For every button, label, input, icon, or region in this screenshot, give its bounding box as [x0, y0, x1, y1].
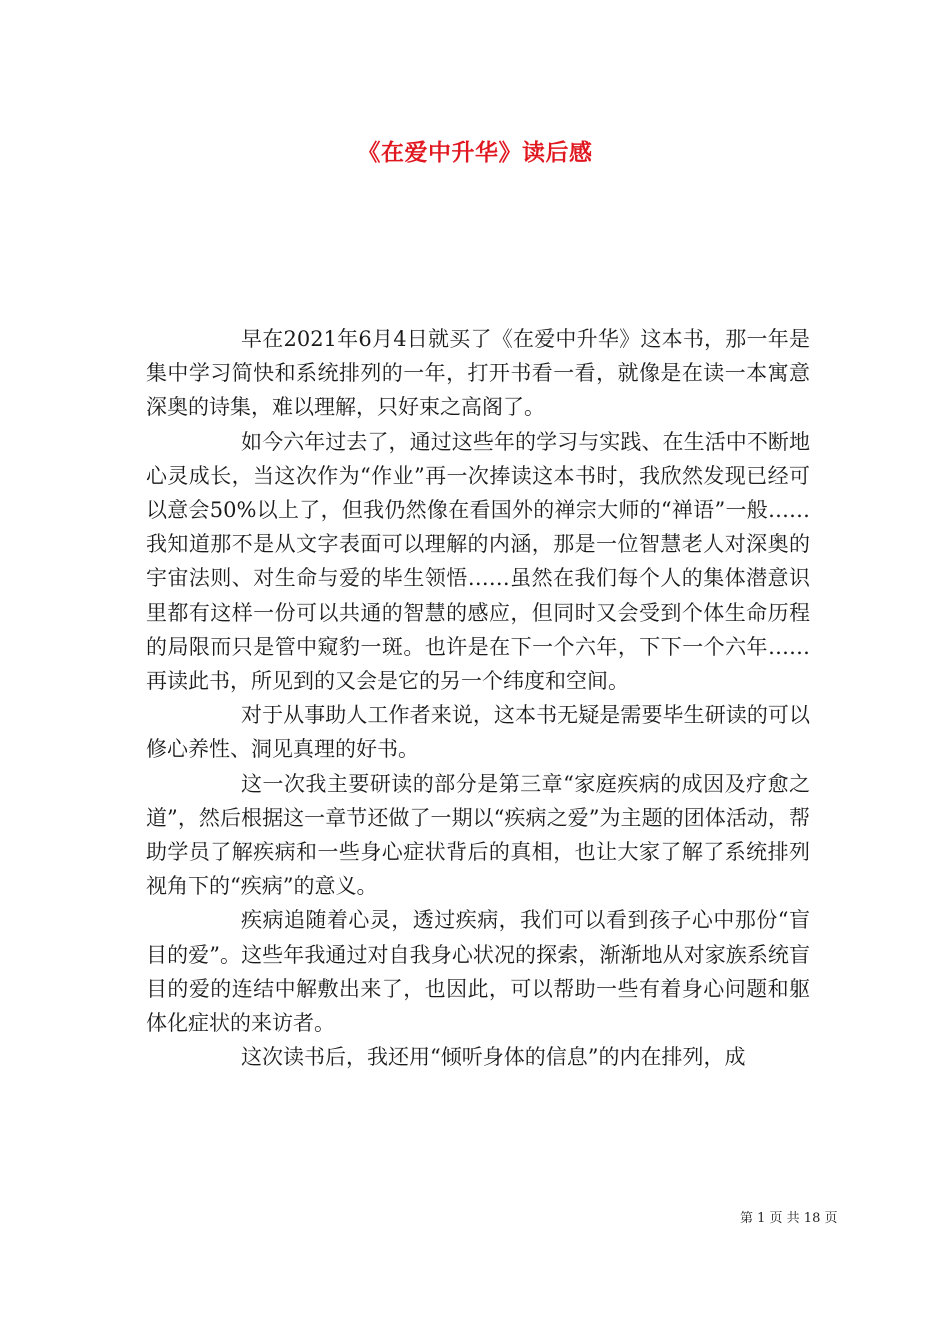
document-body [146, 322, 810, 1074]
document-title: 《在爱中升华》读后感 [357, 140, 593, 166]
paragraph: 早在2021年6月4日就买了《在爱中升华》这本书，那一年是集中学习简快和系统排列的一年，打开书看一看，就像是在读一本寓意深奥的诗集，难以理解，只好束之高阁了。 [146, 327, 810, 420]
paragraph: 这次读书后，我还用“倾听身体的信息”的内在排列，成 [241, 1045, 746, 1070]
paragraph: 如今六年过去了，通过这些年的学习与实践、在生活中不断地心灵成长，当这次作为“作业”再一次捧读这本书时，我欣然发现已经可以意会50%以上了，但我仍然像在看国外的禅宗大师的“禅语”一般……我知道那不是从文字表面可以理解的内涵，那是一位智慧老人对深奥的宇宙法则、对生命与爱的毕生领悟……虽然在我们每个人的集体潜意识里都有这样一份可以共通的智慧的感应，但同时又会受到个体生命历程的局限而只是管中窥豹一斑。也许是在下一个六年，下下一个六年……再读此书，所见到的又会是它的另一个纬度和空间。 [146, 429, 810, 694]
paragraph: 疾病追随着心灵，透过疾病，我们可以看到孩子心中那份“盲目的爱”。这些年我通过对自我身心状况的探索，渐渐地从对家族系统盲目的爱的连结中解敷出来了，也因此，可以帮助一些有着身心问题和躯体化症状的来访者。 [146, 908, 810, 1036]
paragraph: 这一次我主要研读的部分是第三章“家庭疾病的成因及疗愈之道”，然后根据这一章节还做了一期以“疾病之爱”为主题的团体活动，帮助学员了解疾病和一些身心症状背后的真相，也让大家了解了系统排列视角下的“疾病”的意义。 [146, 771, 810, 899]
paragraph: 对于从事助人工作者来说，这本书无疑是需要毕生研读的可以修心养性、洞见真理的好书。 [146, 703, 810, 762]
page-number-footer: 第 1 页 共 18 页 [740, 1211, 838, 1226]
